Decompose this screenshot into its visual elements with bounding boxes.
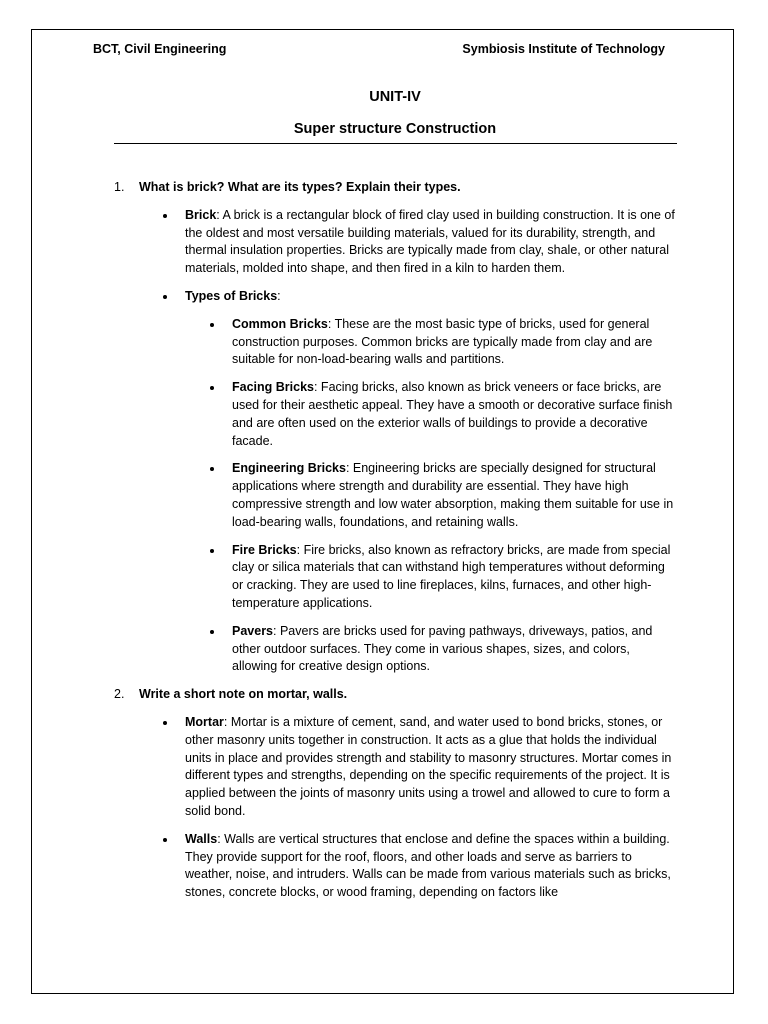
unit-subtitle: Super structure Construction [293, 121, 497, 137]
definition: : Walls are vertical structures that enclose and define the spaces within a building. They provide support for the roof, floors, and other loads and serve as barriers to weather, noise, and intruders. Walls can be made from various materials such as bricks, stones, concrete blocks, or wood framing, depending on factors like [185, 831, 671, 900]
definition: : Engineering bricks are specially designed for structural applications where strength and durability are essential. They have high compressive strength and low water absorption, making them suitable for use in load-bearing walls, foundations, and retaining walls. [232, 461, 674, 529]
question-number: 2. [114, 687, 125, 702]
definition: : A brick is a rectangular block of fired clay used in building construction. It is one of the oldest and most versatile building materials, valued for its durability, strength, and thermal insulation properties. Bricks are typically made from clay, shale, or other natural materials, molded into shape, and then fired in a kiln to harden them. [185, 207, 675, 276]
bullet-icon [210, 549, 214, 553]
bullet-icon [163, 838, 167, 842]
term: Mortar [185, 714, 224, 729]
bullet-icon [163, 214, 167, 218]
list-item-brick [185, 207, 676, 278]
definition: : Fire bricks, also known as refractory bricks, are made from special clay or silica materials that can withstand high temperatures without deforming or cracking. They are used to line fireplaces, kilns, furnaces, and other high-temperature applications. [232, 542, 671, 610]
bullet-icon [210, 467, 214, 471]
question-text: Write a short note on mortar, walls. [139, 687, 348, 702]
term: Facing Bricks [232, 380, 314, 395]
definition: : These are the most basic type of bricks, used for general construction purposes. Common bricks are typically made from clay and are suitable for non-load-bearing walls and partitions. [232, 316, 653, 367]
unit-title: UNIT-IV [369, 89, 421, 105]
term: Brick [185, 207, 217, 222]
term: Common Bricks [232, 316, 328, 331]
list-item-pavers [232, 623, 676, 676]
term: Pavers [232, 623, 274, 638]
list-item-mortar [185, 714, 676, 821]
bullet-icon [210, 386, 214, 390]
list-item-fire-bricks [232, 542, 676, 613]
title-rule [114, 143, 677, 144]
question-number: 1. [114, 180, 125, 194]
bullet-icon [210, 630, 214, 634]
list-item-walls [185, 831, 676, 902]
bullet-icon [210, 323, 214, 327]
term: Engineering Bricks [232, 461, 346, 476]
bullet-icon [163, 721, 167, 725]
document-body [114, 179, 676, 912]
definition: : Facing bricks, also known as brick veneers or face bricks, are used for their aesthetic appeal. They have a smooth or decorative surface finish and are often used on the exterior walls of buildings to provide a decorative facade. [232, 380, 673, 448]
question-text: What is brick? What are its types? Explain their types. [139, 180, 461, 194]
term: Types of Bricks [185, 288, 278, 303]
definition: : Mortar is a mixture of cement, sand, and water used to bond bricks, stones, or other masonry units together in construction. It acts as a glue that holds the individual units in place and provides strength and stability to masonry structures. Mortar comes in different types and strengths, depending on the specific requirements of the project. It is applied between the joints of masonry units using a trowel and allowed to cure to form a solid bond. [185, 714, 672, 818]
question-2 [114, 686, 676, 704]
header-institute: Symbiosis Institute of Technology [462, 42, 665, 56]
term: Walls [185, 831, 218, 846]
list-item-common-bricks [232, 316, 676, 369]
definition: : [277, 288, 281, 303]
definition: : Pavers are bricks used for paving pathways, driveways, patios, and other outdoor surfaces. They come in various shapes, sizes, and colors, allowing for creative design options. [232, 623, 653, 674]
term: Fire Bricks [232, 542, 297, 557]
bullet-icon [163, 295, 167, 299]
list-item-engineering-bricks [232, 460, 676, 531]
question-1 [114, 179, 676, 197]
list-item-types-heading [185, 288, 676, 306]
header-course: BCT, Civil Engineering [93, 42, 227, 56]
list-item-facing-bricks [232, 379, 676, 450]
